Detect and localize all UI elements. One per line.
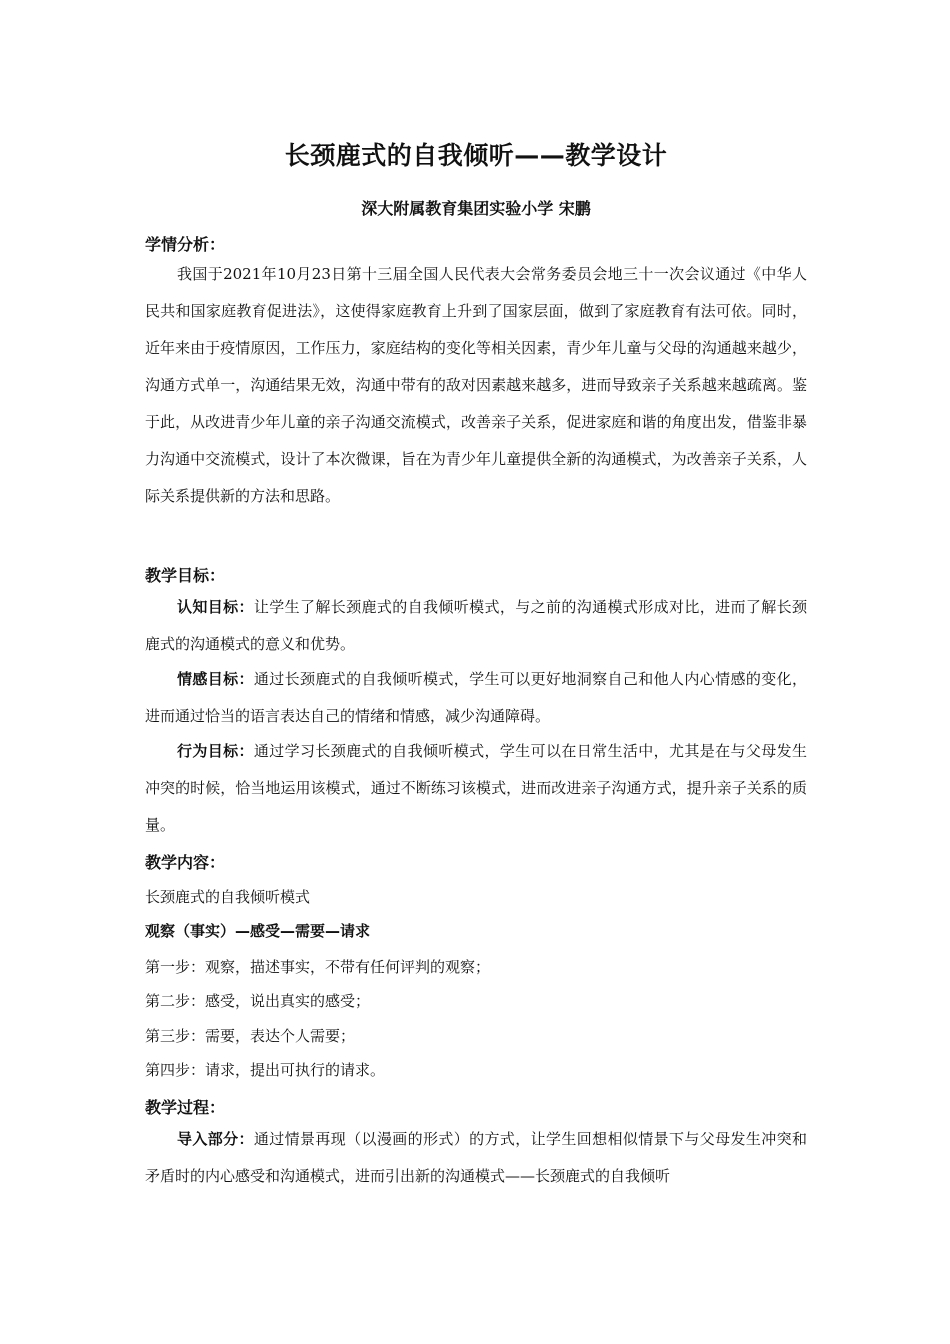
heading-situation: 学情分析：: [145, 235, 226, 254]
content-step: 第三步：需要，表达个人需要；: [145, 1027, 356, 1045]
content-step: 第四步：请求，提出可执行的请求。: [145, 1061, 386, 1079]
situation-paragraph: 我国于2021年10月23日第十三届全国人民代表大会常务委员会地三十一次会议通过《中华人民共和国家庭教育促进法》，这使得家庭教育上升到了国家层面，做到了家庭教育有法可依。同时，近年来由于疫情原因，工作压力，家庭结构的变化等相关因素，青少年儿童与父母的沟通越来越少，沟通方式单一，沟通结果无效，沟通中带有的敌对因素越来越多，进而导致亲子关系越来越疏离。鉴于此，从改进青少年儿童的亲子沟通交流模式，改善亲子关系，促进家庭和谐的角度出发，借鉴非暴力沟通中交流模式，设计了本次微课，旨在为青少年儿童提供全新的沟通模式，为改善亲子关系，人际关系提供新的方法和思路。: [145, 265, 807, 505]
document-title: 长颈鹿式的自我倾听——教学设计: [284, 141, 668, 170]
content-model: 观察（事实）—感受—需要—请求: [145, 922, 371, 940]
goal-behavior: [145, 733, 807, 844]
goal-behavior-label: 行为目标：: [177, 742, 254, 760]
heading-process: 教学过程：: [145, 1098, 226, 1117]
goal-emotional-text: 通过长颈鹿式的自我倾听模式，学生可以更好地洞察自己和他人内心情感的变化，进而通过恰当的语言表达自己的情绪和情感，减少沟通障碍。: [145, 670, 807, 725]
goal-cognitive: [145, 589, 807, 663]
goal-cognitive-text: 让学生了解长颈鹿式的自我倾听模式，与之前的沟通模式形成对比，进而了解长颈鹿式的沟通模式的意义和优势。: [145, 598, 807, 653]
process-intro-text: 通过情景再现（以漫画的形式）的方式，让学生回想相似情景下与父母发生冲突和矛盾时的内心感受和沟通模式，进而引出新的沟通模式——长颈鹿式的自我倾听: [145, 1130, 807, 1185]
content-step: 第一步：观察，描述事实，不带有任何评判的观察；: [145, 958, 491, 976]
author-line: 深大附属教育集团实验小学 宋鹏: [361, 199, 591, 218]
content-intro: 长颈鹿式的自我倾听模式: [145, 888, 311, 906]
goal-emotional: [145, 661, 807, 735]
heading-goals: 教学目标：: [145, 566, 226, 585]
process-intro-label: 导入部分：: [177, 1130, 254, 1148]
content-step: 第二步：感受，说出真实的感受；: [145, 992, 371, 1010]
goal-cognitive-label: 认知目标：: [177, 598, 254, 616]
goal-emotional-label: 情感目标：: [177, 670, 254, 688]
goal-behavior-text: 通过学习长颈鹿式的自我倾听模式，学生可以在日常生活中，尤其是在与父母发生冲突的时候，恰当地运用该模式，通过不断练习该模式，进而改进亲子沟通方式，提升亲子关系的质量。: [145, 742, 807, 834]
process-intro: [145, 1121, 807, 1195]
heading-content: 教学内容：: [145, 853, 226, 872]
